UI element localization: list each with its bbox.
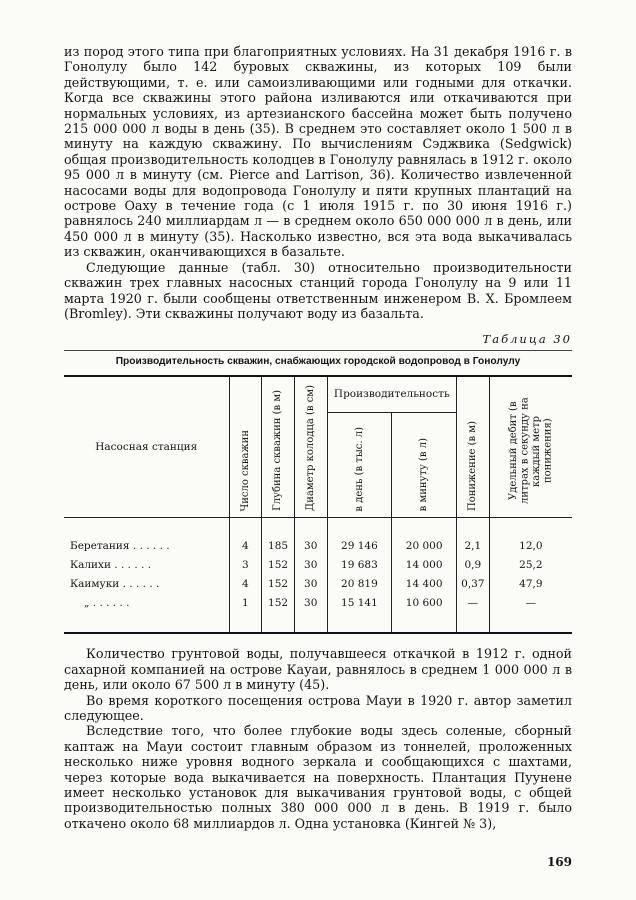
cell-specific: 12,0	[489, 536, 572, 555]
header-specific-yield: Удельный дебит (в литрах в секунду на каждый метр понижения)	[489, 376, 572, 518]
header-depth: Глубина скважин (в м)	[262, 376, 295, 518]
header-productivity: Производительность	[327, 376, 456, 412]
cell-per-minute: 10 600	[392, 593, 457, 612]
table-caption: Производительность скважин, снабжающих городской водопровод в Гонолулу	[115, 356, 521, 368]
cell-diameter: 30	[294, 593, 327, 612]
cell-count: 4	[229, 574, 262, 593]
cell-count: 1	[229, 593, 262, 612]
cell-count: 3	[229, 555, 262, 574]
cell-station: „ . . . . . .	[64, 593, 229, 612]
cell-specific: 47,9	[489, 574, 572, 593]
cell-per-day: 19 683	[327, 555, 392, 574]
paragraph: Следующие данные (табл. 30) относительно производительности скважин трех главных насосных станций города Гонолулу на 9 или 11 марта 1920 г. были сообщены ответственным инженером В. Х. Бромлеем (Bromley). Эти скважины получают воду из базальта.	[64, 259, 572, 321]
cell-drawdown: 2,1	[457, 536, 490, 555]
cell-specific: —	[489, 593, 572, 612]
cell-drawdown: 0,37	[457, 574, 490, 593]
cell-specific: 25,2	[489, 555, 572, 574]
cell-diameter: 30	[294, 536, 327, 555]
table-row	[64, 574, 572, 593]
cell-station: Беретания . . . . . .	[64, 536, 229, 555]
productivity-table	[64, 375, 572, 634]
paragraph: Во время короткого посещения острова Мауи в 1920 г. автор заметил следующее.	[64, 692, 572, 723]
cell-station: Каимуки . . . . . .	[64, 574, 229, 593]
cell-per-day: 15 141	[327, 593, 392, 612]
table-row	[64, 536, 572, 555]
cell-station: Калихи . . . . . .	[64, 555, 229, 574]
header-per-minute: в минуту (в л)	[392, 412, 457, 518]
cell-diameter: 30	[294, 574, 327, 593]
header-diameter: Диаметр колодца (в см)	[294, 376, 327, 518]
cell-per-day: 29 146	[327, 536, 392, 555]
cell-depth: 152	[262, 555, 295, 574]
header-per-day: в день (в тыс. л)	[327, 412, 392, 518]
cell-per-minute: 14 400	[392, 574, 457, 593]
cell-per-day: 20 819	[327, 574, 392, 593]
table-label: Таблица 30	[64, 332, 572, 351]
paragraph: из пород этого типа при благоприятных условиях. На 31 декабря 1916 г. в Гонолулу было 142 буровых скважины, из которых 109 были действующими, т. е. или самоизливающими или годными для откачки. Когда все скважины этого района изливаются или откачиваются при нормальных условиях, из артезианского бассейна может быть получено 215 000 000 л воды в день (35). В среднем это составляет около 1 500 л в минуту на каждую скважину. По вычислениям Сэджвика (Sedgwick) общая производительность колодцев в Гонолулу равнялась в 1912 г. около 95 000 л в минуту (см. Pierce and Larrison, 36). Количество извлеченной насосами воды для водопровода Гонолулу и пяти крупных плантаций на острове Оаху в течение года (с 1 июля 1915 г. по 30 июня 1916 г.) равнялось 240 миллиардам л — в среднем около 650 000 000 л в день, или 450 000 л в минуту (35). Насколько известно, вся эта вода выкачивалась из скважин, оканчивающихся в базальте.	[64, 44, 572, 260]
cell-drawdown: 0,9	[457, 555, 490, 574]
page	[64, 44, 572, 831]
paragraph: Количество грунтовой воды, получавшееся откачкой в 1912 г. одной сахарной компанией на острове Кауаи, равнялось в среднем 1 000 000 л в день, или около 67 500 л в минуту (45).	[64, 646, 572, 693]
header-count: Число скважин	[229, 376, 262, 518]
cell-drawdown: —	[457, 593, 490, 612]
cell-depth: 152	[262, 593, 295, 612]
cell-per-minute: 20 000	[392, 536, 457, 555]
header-station: Насосная станция	[64, 376, 229, 518]
cell-per-minute: 14 000	[392, 555, 457, 574]
cell-diameter: 30	[294, 555, 327, 574]
cell-depth: 185	[262, 536, 295, 555]
table-row	[64, 593, 572, 612]
cell-depth: 152	[262, 574, 295, 593]
cell-count: 4	[229, 536, 262, 555]
page-number: 169	[546, 855, 572, 869]
header-drawdown: Понижение (в м)	[457, 376, 490, 518]
table-row	[64, 555, 572, 574]
paragraph: Вследствие того, что более глубокие воды здесь соленые, сборный каптаж на Мауи состоит главным образом из тоннелей, проложенных несколько ниже уровня водного зеркала и сообщающихся с шахтами, через которые вода выкачивается на поверхность. Плантация Пуунене имеет несколько установок для выкачивания грунтовой воды, с общей производительностью полных 380 000 000 л в день. В 1919 г. было откачено около 68 миллиардов л. Одна установка (Кингей № 3),	[64, 723, 572, 831]
